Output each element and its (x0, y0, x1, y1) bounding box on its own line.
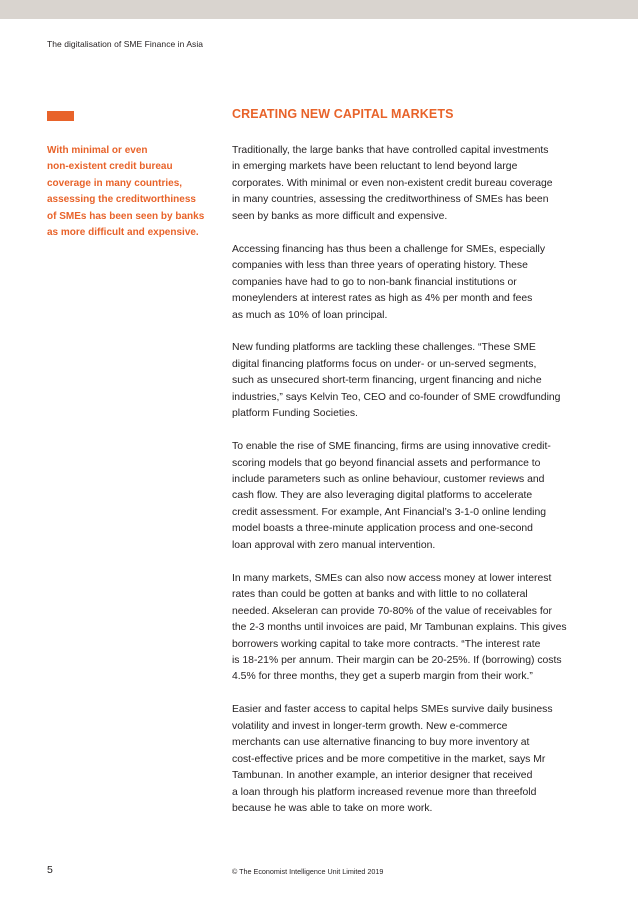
text-line: rates than could be gotten at banks and with little to no collateral (232, 589, 528, 601)
text-line: companies with less than three years of operating history. These (232, 260, 528, 272)
pull-quote-line: non-existent credit bureau (47, 161, 173, 173)
top-decorative-bar (0, 0, 638, 19)
text-line: credit assessment. For example, Ant Financial’s 3-1-0 online lending (232, 506, 546, 518)
text-line: merchants can use alternative financing to buy more inventory at (232, 737, 530, 749)
pull-quote-line: of SMEs has been seen by banks (47, 210, 205, 222)
paragraph (232, 143, 600, 225)
text-line: needed. Akseleran can provide 70-80% of the value of receivables for (232, 605, 553, 617)
pull-quote-line: With minimal or even (47, 145, 148, 156)
page-number: 5 (47, 864, 53, 876)
text-line: such as unsecured short-term financing, urgent financing and niche (232, 375, 542, 387)
text-line: companies have had to go to non-bank financial institutions or (232, 276, 517, 288)
text-line: cost-effective prices and be more competitive in the market, says Mr (232, 753, 546, 765)
pull-quote (47, 143, 227, 241)
text-line: in emerging markets have been reluctant to lend beyond large (232, 161, 518, 173)
pull-quote-line: coverage in many countries, (47, 177, 183, 189)
accent-block (47, 111, 74, 121)
text-line: New funding platforms are tackling these challenges. “These SME (232, 342, 536, 354)
text-line: digital financing platforms focus on under- or un-served segments, (232, 358, 537, 370)
article-body (232, 143, 600, 834)
text-line: 4.5% for three months, they get a superb margin from their work.” (232, 671, 533, 683)
text-line: include parameters such as online behaviour, customer reviews and (232, 474, 545, 486)
text-line: Accessing financing has thus been a challenge for SMEs, especially (232, 243, 546, 255)
paragraph (232, 340, 600, 422)
paragraph (232, 702, 600, 817)
text-line: volatility and invest in longer-term growth. New e-commerce (232, 720, 508, 732)
copyright-notice: © The Economist Intelligence Unit Limited 2019 (232, 867, 384, 876)
text-line: moneylenders at interest rates as high as 4% per month and fees (232, 293, 533, 305)
text-line: loan approval with zero manual intervention. (232, 539, 436, 551)
paragraph (232, 242, 600, 324)
text-line: To enable the rise of SME financing, firms are using innovative credit- (232, 441, 551, 453)
text-line: seen by banks as more difficult and expensive. (232, 210, 448, 222)
pull-quote-line: assessing the creditworthiness (47, 194, 196, 206)
text-line: in many countries, assessing the creditworthiness of SMEs has been (232, 194, 549, 206)
text-line: the 2-3 months until invoices are paid, Mr Tambunan explains. This gives (232, 622, 567, 634)
text-line: cash flow. They are also leveraging digital platforms to accelerate (232, 490, 533, 502)
text-line: as much as 10% of loan principal. (232, 309, 388, 321)
paragraph (232, 571, 600, 686)
text-line: Easier and faster access to capital helps SMEs survive daily business (232, 704, 553, 716)
text-line: scoring models that go beyond financial assets and performance to (232, 457, 541, 469)
pull-quote-line: as more difficult and expensive. (47, 227, 199, 239)
text-line: Tambunan. In another example, an interior designer that received (232, 770, 533, 782)
text-line: model boasts a three-minute application process and one-second (232, 523, 533, 535)
section-title: CREATING NEW CAPITAL MARKETS (232, 107, 454, 121)
text-line: corporates. With minimal or even non-existent credit bureau coverage (232, 177, 553, 189)
text-line: because he was able to take on more work. (232, 803, 433, 815)
text-line: industries,” says Kelvin Teo, CEO and co-founder of SME crowdfunding (232, 391, 561, 403)
text-line: is 18-21% per annum. Their margin can be 20-25%. If (borrowing) costs (232, 654, 562, 666)
running-header: The digitalisation of SME Finance in Asia (47, 39, 204, 49)
paragraph (232, 439, 600, 554)
text-line: In many markets, SMEs can also now access money at lower interest (232, 572, 552, 584)
text-line: a loan through his platform increased revenue more than threefold (232, 786, 537, 798)
text-line: platform Funding Societies. (232, 408, 358, 420)
text-line: borrowers working capital to take more contracts. “The interest rate (232, 638, 541, 650)
text-line: Traditionally, the large banks that have controlled capital investments (232, 145, 549, 156)
